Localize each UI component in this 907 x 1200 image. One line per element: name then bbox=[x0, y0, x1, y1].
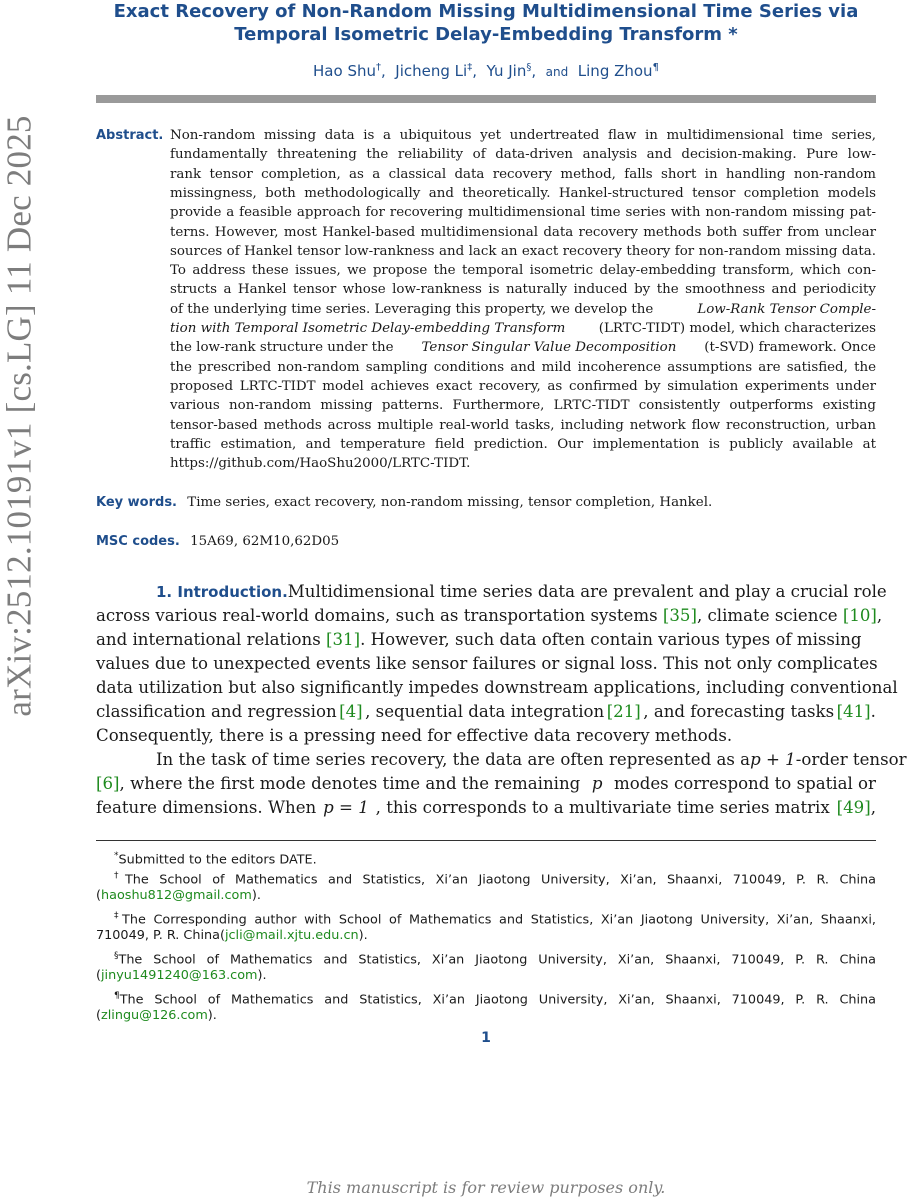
abstract-italic-text: Low-Rank Tensor Comple- bbox=[697, 301, 876, 317]
footnote-mark: * bbox=[114, 851, 119, 861]
abstract-text: the low-rank structure under the bbox=[170, 340, 394, 356]
intro-text: , climate science bbox=[696, 606, 838, 625]
abstract-heading: Abstract. bbox=[96, 128, 164, 143]
intro-text: In the task of time series recovery, the data are often represented as a bbox=[156, 750, 751, 769]
footnote-mark: ‡ bbox=[114, 911, 123, 921]
intro-line: data utilization but also significantly impedes downstream applications, including conventional bbox=[96, 678, 898, 697]
footnote-text: ( bbox=[96, 968, 101, 983]
abstract-line: rank tensor completion, as a classical data recovery method, falls short in handling non-random bbox=[170, 166, 876, 182]
citation-link[interactable]: [41] bbox=[836, 702, 871, 721]
footnote-text: ). bbox=[257, 968, 267, 983]
author-footnote-mark[interactable]: ¶ bbox=[652, 62, 659, 73]
intro-line bbox=[96, 772, 876, 796]
math-expression: p = 1 bbox=[323, 798, 369, 817]
email-link[interactable]: zlingu@126.com bbox=[101, 1008, 208, 1023]
intro-text: -order tensor bbox=[795, 750, 907, 769]
intro-line: Consequently, there is a pressing need for effective data recovery methods. bbox=[96, 726, 733, 745]
abstract-line: provide a feasible approach for recovering multidimensional time series with non-random missing pat- bbox=[170, 205, 876, 221]
intro-text: , sequential data integration bbox=[365, 702, 605, 721]
intro-text: , where the first mode denotes time and the remaining bbox=[119, 774, 581, 793]
paper-title bbox=[96, 0, 876, 46]
intro-text: and international relations bbox=[96, 630, 321, 649]
citation-link[interactable]: [31] bbox=[326, 630, 361, 649]
footnote-text: ( bbox=[96, 888, 101, 903]
abstract-line: terns. However, most Hankel-based multidimensional data recovery methods both suffer from unclear bbox=[170, 224, 876, 240]
abstract-line: structs a Hankel tensor whose low-rankness is naturally induced by the smoothness and periodicity bbox=[170, 282, 876, 298]
intro-text: , and forecasting tasks bbox=[643, 702, 835, 721]
abstract-italic-text: Tensor Singular Value Decomposition bbox=[421, 340, 677, 356]
abstract-text: (t-SVD) framework. Once bbox=[704, 340, 876, 356]
intro-line bbox=[96, 796, 876, 820]
abstract-text: of the underlying time series. Leveraging this property, we develop the bbox=[170, 301, 654, 317]
review-watermark: This manuscript is for review purposes only. bbox=[306, 1178, 666, 1197]
citation-link[interactable]: [35] bbox=[662, 606, 697, 625]
footnote-text: The School of Mathematics and Statistics, Xi’an Jiaotong University, Xi’an, Shaanxi, 710049, P. R. China bbox=[124, 872, 877, 888]
intro-text: , bbox=[870, 798, 876, 817]
msc-text: 15A69, 62M10,62D05 bbox=[190, 534, 340, 549]
abstract-line bbox=[170, 300, 876, 319]
intro-text: , this corresponds to a multivariate time series matrix bbox=[375, 798, 830, 817]
keywords bbox=[96, 495, 876, 510]
footnote-text: ( bbox=[96, 1008, 101, 1023]
citation-link[interactable]: [10] bbox=[842, 606, 877, 625]
intro-text: feature dimensions. When bbox=[96, 798, 317, 817]
author-name: Jicheng Li bbox=[395, 62, 468, 80]
title-rule bbox=[96, 95, 876, 103]
keywords-label: Key words. bbox=[96, 495, 177, 510]
email-link[interactable]: jcli@mail.xjtu.edu.cn bbox=[224, 928, 359, 943]
author-name: Ling Zhou bbox=[577, 62, 653, 80]
footnote-continuation bbox=[96, 926, 876, 946]
author-footnote-mark[interactable]: † bbox=[375, 62, 381, 73]
abstract-line: fundamentally threatening the reliability of data-driven analysis and decision-making. Pure low- bbox=[170, 147, 876, 163]
footnote-text: Submitted to the editors DATE. bbox=[118, 852, 317, 868]
author-name: Hao Shu bbox=[313, 62, 376, 80]
intro-line bbox=[96, 628, 876, 652]
math-expression: p bbox=[591, 774, 603, 793]
abstract-line: Non-random missing data is a ubiquitous yet undertreated flaw in multidimensional time series, bbox=[170, 128, 876, 143]
intro-text: Multidimensional time series data are prevalent and play a crucial role bbox=[287, 582, 887, 601]
keywords-text: Time series, exact recovery, non-random missing, tensor completion, Hankel. bbox=[187, 495, 713, 510]
footnote-text: ). bbox=[207, 1008, 217, 1023]
abstract-line: various non-random missing patterns. Furthermore, LRTC-TIDT consistently outperforms existing bbox=[170, 398, 876, 414]
footnote-continuation bbox=[96, 1006, 876, 1026]
intro-line bbox=[96, 700, 876, 724]
author-list: Hao Shu†, Jicheng Li‡, Yu Jin§, and Ling Zhou¶ bbox=[313, 62, 659, 80]
footnote-rule bbox=[96, 840, 876, 841]
intro-line bbox=[96, 604, 883, 628]
email-link[interactable]: jinyu1491240@163.com bbox=[101, 968, 258, 983]
intro-line bbox=[156, 580, 887, 604]
section-heading: 1. Introduction. bbox=[156, 583, 288, 601]
msc-label: MSC codes. bbox=[96, 534, 180, 549]
abstract-line: traffic estimation, and temperature field prediction. Our implementation is publicly available at bbox=[170, 436, 876, 452]
abstract-line bbox=[170, 338, 876, 357]
title-line-1: Exact Recovery of Non-Random Missing Multidimensional Time Series via bbox=[113, 1, 859, 22]
footnote-continuation bbox=[96, 886, 876, 906]
footnote-text: The School of Mathematics and Statistics, Xi’an Jiaotong University, Xi’an, Shaanxi, 710049, P. R. China bbox=[119, 992, 876, 1008]
intro-text: across various real-world domains, such as transportation systems bbox=[96, 606, 658, 625]
abstract-line: missingness, both methodologically and theoretically. Hankel-structured tensor completion models bbox=[170, 185, 876, 201]
arxiv-identifier bbox=[0, 115, 39, 717]
abstract-line: the prescribed non-random sampling conditions and mild incoherence assumptions are satisfied, the bbox=[170, 359, 876, 375]
citation-link[interactable]: [49] bbox=[836, 798, 871, 817]
footnote-text: 710049, P. R. China( bbox=[96, 928, 225, 943]
intro-line bbox=[156, 748, 907, 772]
footnote-mark: § bbox=[114, 951, 119, 961]
footnote-mark: † bbox=[114, 871, 125, 881]
footnote-text: ). bbox=[251, 888, 261, 903]
author-name: Yu Jin bbox=[486, 62, 527, 80]
intro-text: . However, such data often contain various types of missing bbox=[360, 630, 862, 649]
arxiv-id-text: arXiv:2512.10191v1 [cs.LG] 11 Dec 2025 bbox=[0, 115, 39, 717]
citation-link[interactable]: [4] bbox=[339, 702, 363, 721]
author-footnote-mark[interactable]: ‡ bbox=[467, 62, 473, 73]
footnote-text: ). bbox=[358, 928, 368, 943]
abstract-line: To address these issues, we propose the temporal isometric delay-embedding transform, which con- bbox=[170, 263, 876, 279]
footnote-mark: ¶ bbox=[114, 991, 120, 1001]
intro-text: . bbox=[870, 702, 876, 721]
abstract-line: tensor-based methods across multiple real-world tasks, including network flow reconstruction, urban bbox=[170, 417, 876, 433]
msc-codes bbox=[96, 534, 876, 549]
intro-text: modes correspond to spatial or bbox=[614, 774, 876, 793]
abstract-line: sources of Hankel tensor low-rankness and lack an exact recovery theory for non-random missing data. bbox=[170, 243, 876, 259]
citation-link[interactable]: [6] bbox=[96, 774, 120, 793]
abstract-italic-text: tion with Temporal Isometric Delay-embedding Transform bbox=[170, 321, 566, 336]
abstract-line bbox=[170, 319, 876, 338]
footnote-continuation bbox=[96, 966, 876, 986]
footnote-text: The Corresponding author with School of Mathematics and Statistics, Xi’an Jiaotong University, Xi’an, Shaanxi, bbox=[122, 912, 877, 928]
author-footnote-mark[interactable]: § bbox=[526, 62, 532, 73]
page-number: 1 bbox=[481, 1030, 491, 1046]
author-conjunction: and bbox=[545, 65, 569, 79]
intro-text: , bbox=[876, 606, 883, 625]
intro-text: classification and regression bbox=[96, 702, 337, 721]
title-line-2: Temporal Isometric Delay-Embedding Transform * bbox=[234, 24, 738, 45]
citation-link[interactable]: [21] bbox=[606, 702, 641, 721]
abstract-line: proposed LRTC-TIDT model achieves exact recovery, as confirmed by simulation experiments under bbox=[170, 378, 876, 394]
intro-line: values due to unexpected events like sensor failures or signal loss. This not only complicates bbox=[96, 654, 878, 673]
abstract-text: (LRTC-TIDT) model, which characterizes bbox=[598, 321, 876, 336]
email-link[interactable]: haoshu812@gmail.com bbox=[101, 888, 252, 903]
abstract-url-line[interactable]: https://github.com/HaoShu2000/LRTC-TIDT. bbox=[170, 456, 471, 472]
footnote-text: The School of Mathematics and Statistics, Xi’an Jiaotong University, Xi’an, Shaanxi, 710049, P. R. China bbox=[118, 952, 876, 968]
math-expression: p + 1 bbox=[750, 750, 796, 769]
